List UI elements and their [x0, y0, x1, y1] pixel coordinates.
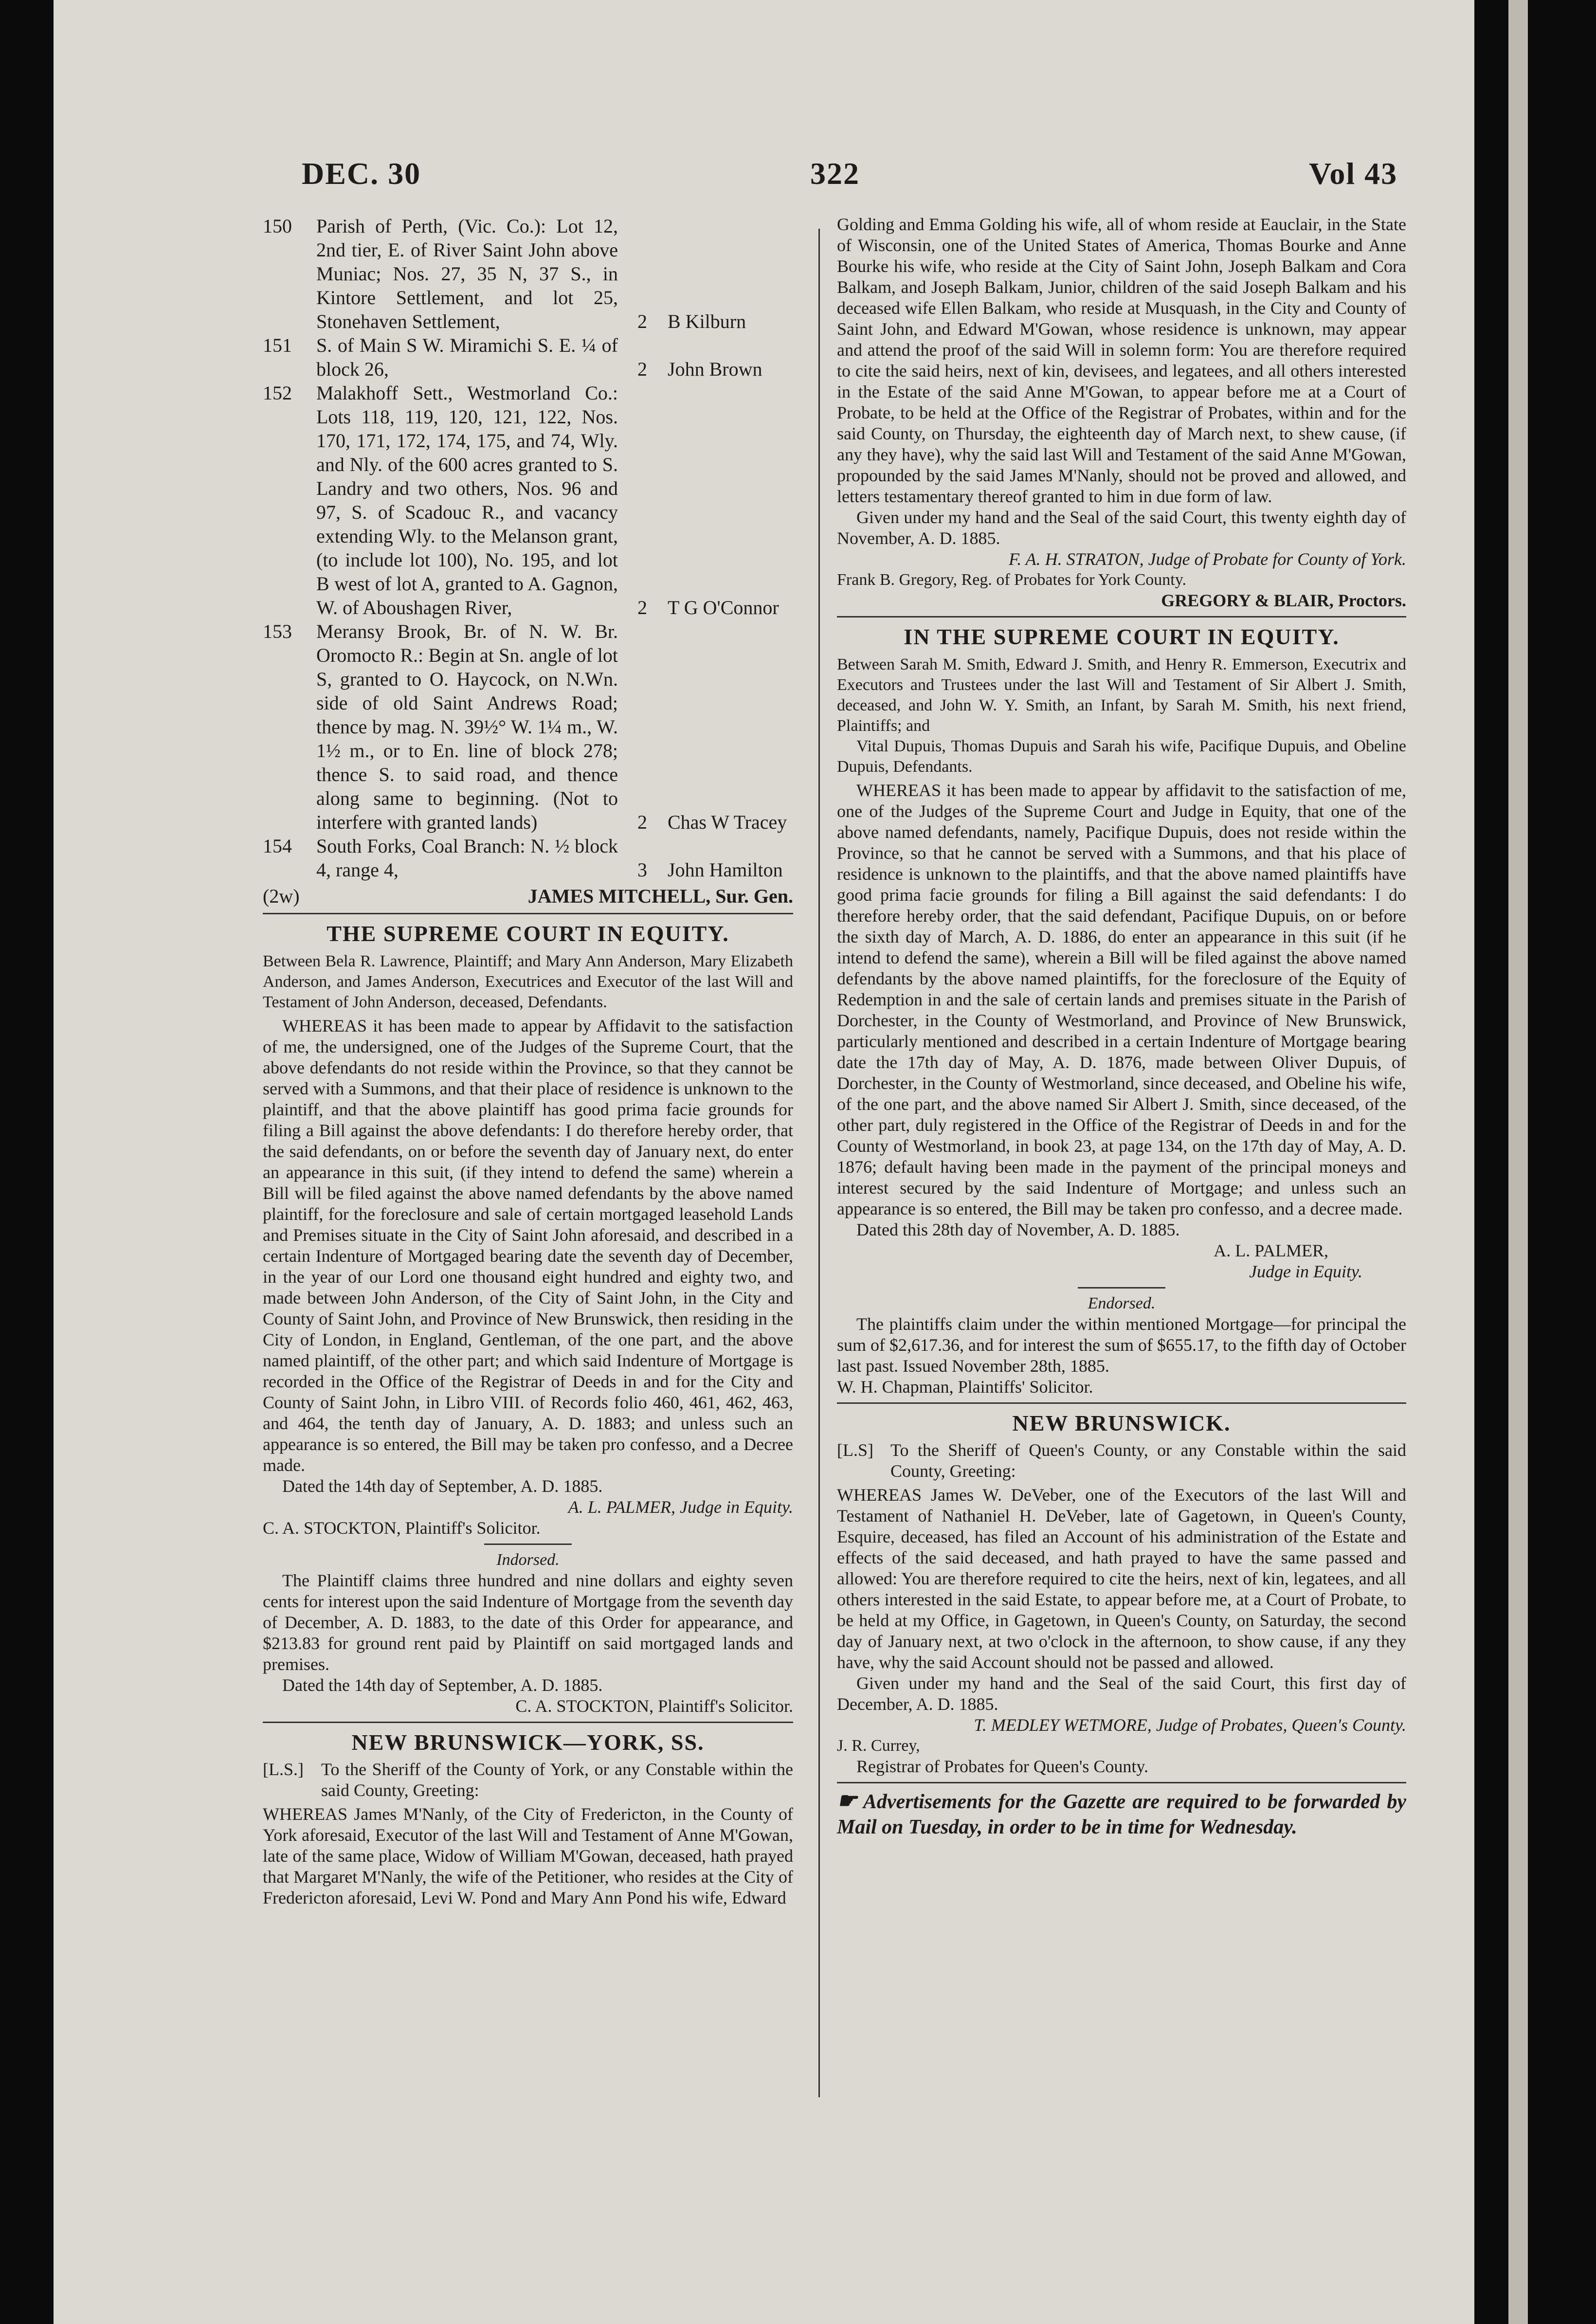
nb-registrar-name: J. R. Currey,	[837, 1737, 920, 1755]
schedule-count: 2	[637, 811, 647, 833]
schedule-name: T G O'Connor	[668, 597, 779, 618]
york-judge: F. A. H. STRATON, Judge of Probate for County of York.	[1008, 549, 1406, 569]
short-divider	[484, 1543, 572, 1545]
right-column	[837, 214, 1406, 1840]
divider	[263, 1722, 793, 1723]
header-date: DEC. 30	[302, 156, 421, 191]
nb-address: To the Sheriff of Queen's County, or any Constable within the said County, Greeting:	[890, 1440, 1406, 1481]
divider	[263, 913, 793, 914]
schedule-name: B Kilburn	[668, 310, 746, 332]
schedule-number: 154	[263, 835, 292, 857]
smith-dated: Dated this 28th day of November, A. D. 1885.	[856, 1220, 1180, 1239]
nb-seal: [L.S]	[837, 1440, 873, 1460]
schedule-count: 3	[637, 859, 647, 881]
nb-registrar: Registrar of Probates for Queen's County.	[856, 1757, 1149, 1776]
schedule-row	[263, 214, 793, 333]
smith-body: WHEREAS it has been made to appear by affidavit to the satisfaction of me, one of the Judges of the Supreme Court and Judge in Equity, that one of the above named defendants, namely, Pacifique Dupuis, does not reside within the Province, so that he cannot be served with a Summons, and that his place of residence is unknown to the plaintiffs, and that the above named plaintiffs have good prima facie grounds for filing a Bill against the said defendants: I do therefore hereby order, that the said defendant, Pacifique Dupuis, on or before the sixth day of March, A. D. 1886, do enter an appearance in this suit (if he intend to defend the same), wherein a Bill will be filed against the above named defendants by the above named plaintiffs, for the foreclosure of the Equity of Redemption in and the sale of certain lands and premises situate in the Parish of Dorchester, in the County of Westmorland, and Province of New Brunswick, particularly mentioned and described in a certain Indenture of Mortgage bearing date the 17th day of May, A. D. 1876, made between Oliver Dupuis, of Dorchester, in the County of Westmorland, since deceased, and Obeline his wife, of the one part, and the above named Sir Albert J. Smith, since deceased, of the other part, duly registered in the Office of the Registrar of Deeds in and for the County of Westmorland, in book 23, at page 134, on the 17th day of May, A. D. 1876; default having been made in the payment of the principal moneys and interest secured by the said Indenture of Mortgage; and unless such an appearance is so entered, the Bill may be taken pro confesso, and a decree made.	[837, 781, 1406, 1218]
york-body: WHEREAS James M'Nanly, of the City of Fredericton, in the County of York aforesaid, Executor of the last Will and Testament of Anne M'Gowan, late of the same place, Widow of William M'Gowan, deceased, hath prayed that Margaret M'Nanly, the wife of the Petitioner, who resides at the City of Fredericton aforesaid, Levi W. Pond and Mary Ann Pond his wife, Edward	[263, 1804, 793, 1907]
column-divider	[818, 229, 820, 2097]
nb-title: NEW BRUNSWICK.	[1012, 1411, 1231, 1435]
schedule-signatory: JAMES MITCHELL, Sur. Gen.	[527, 885, 793, 907]
smith-defendants: Vital Dupuis, Thomas Dupuis and Sarah his wife, Pacifique Dupuis, and Obeline Dupuis, Defendants.	[837, 737, 1406, 776]
short-divider	[1078, 1287, 1165, 1289]
lawrence-body: WHEREAS it has been made to appear by Affidavit to the satisfaction of me, the undersigned, one of the Judges of the Supreme Court, that the above defendants do not reside within the Province, so that they cannot be served with a Summons, and that their place of residence is unknown to the plaintiff, and that the above plaintiff has good prima facie grounds for filing a Bill against the above defendants: I do therefore hereby order, that the said defendants, on or before the seventh day of January next, do enter an appearance in this suit, (if they intend to defend the same) wherein a Bill will be filed against the above named defendants by the above named plaintiff, for the foreclosure and sale of certain mortgaged leasehold Lands and Premises situate in the City of Saint John aforesaid, and described in a certain Indenture of Mortgaged bearing date the seventh day of December, in the year of our Lord one thousand eight hundred and eighty two, and made between John Anderson, of the City of Saint John, in the City and County of Saint John, and Province of New Brunswick, then residing in the City of London, in England, Gentleman, of the one part, and the above named plaintiff, of the other part; and which said Indenture of Mortgage is recorded in the Office of the Registrar of Deeds in and for the City and County of Saint John, in Libro VIII. of Records folio 460, 461, 462, 463, and 464, the tenth day of January, A. D. 1883; and unless such an appearance is so entered, the Bill may be taken pro confesso, and a Decree made.	[263, 1016, 793, 1475]
lawrence-judge: A. L. PALMER, Judge in Equity.	[568, 1497, 793, 1517]
schedule-number: 152	[263, 382, 292, 404]
schedule-count: 2	[637, 597, 647, 618]
lawrence-indorsed-dated: Dated the 14th day of September, A. D. 1885.	[282, 1675, 603, 1695]
schedule-number: 153	[263, 620, 292, 642]
schedule-description: Malakhoff Sett., Westmorland Co.: Lots 118, 119, 120, 121, 122, Nos. 170, 171, 172, 174, 175, and 74, Wly. and Nly. of the 600 acres granted to S. Landry and two others, Nos. 96 and 97, S. of Scadouc R., and vacancy extending Wly. to the Melanson grant, (to include lot 100), No. 195, and lot B west of lot A, granted to A. Gagnon, W. of Aboushagen River,	[316, 382, 618, 618]
york-registrar: Frank B. Gregory, Reg. of Probates for York County.	[837, 571, 1187, 589]
divider	[837, 616, 1406, 617]
left-column	[263, 214, 793, 1908]
schedule-row	[263, 333, 793, 381]
smith-judge-name: A. L. PALMER,	[1214, 1241, 1328, 1260]
nb-given: Given under my hand and the Seal of the said Court, this first day of December, A. D. 1885.	[837, 1673, 1406, 1714]
smith-endorsed-label: Endorsed.	[1088, 1294, 1156, 1312]
schedule-description: Parish of Perth, (Vic. Co.): Lot 12, 2nd tier, E. of River Saint John above Muniac; Nos. 27, 35 N, 37 S., in Kintore Settlement, and lot 25, Stonehaven Settlement,	[316, 215, 618, 332]
schedule-name: John Hamilton	[668, 859, 783, 881]
york-given: Given under my hand and the Seal of the said Court, this twenty eighth day of November, A. D. 1885.	[837, 508, 1406, 548]
york-address: To the Sheriff of the County of York, or any Constable within the said County, Greeting:	[321, 1760, 793, 1800]
schedule-count: 2	[637, 358, 647, 380]
schedule-insertions: (2w)	[263, 885, 300, 907]
lawrence-solicitor: C. A. STOCKTON, Plaintiff's Solicitor.	[263, 1518, 541, 1538]
schedule-number: 150	[263, 215, 292, 237]
york-title: NEW BRUNSWICK—YORK, SS.	[351, 1730, 705, 1755]
pointing-hand-icon: ☛	[837, 1788, 857, 1813]
schedule-name: Chas W Tracey	[668, 811, 787, 833]
schedule-count: 2	[637, 310, 647, 332]
page-edge	[1508, 0, 1528, 2324]
schedule-description: Meransy Brook, Br. of N. W. Br. Oromocto R.: Begin at Sn. angle of lot S, granted to O. Haycock, on N.Wn. side of old Saint Andrews Road; thence by mag. N. 39½° W. 1¼ m., W. 1½ m., or to En. line of block 278; thence S. to said road, and thence along same to beginning. (Not to interfere with granted lands)	[316, 620, 618, 833]
smith-solicitor: W. H. Chapman, Plaintiffs' Solicitor.	[837, 1377, 1093, 1397]
header-volume: Vol 43	[1309, 156, 1398, 191]
header-page-number: 322	[810, 156, 860, 191]
nb-address-block	[837, 1440, 1406, 1482]
nb-judge: T. MEDLEY WETMORE, Judge of Probates, Queen's County.	[974, 1715, 1406, 1735]
lawrence-indorsed-solicitor: C. A. STOCKTON, Plaintiff's Solicitor.	[515, 1696, 793, 1716]
lawrence-title: THE SUPREME COURT IN EQUITY.	[326, 921, 729, 946]
york-address-block	[263, 1759, 793, 1801]
schedule-number: 151	[263, 334, 292, 356]
york-continuation: Golding and Emma Golding his wife, all of whom reside at Eauclair, in the State of Wisconsin, one of the United States of America, Thomas Bourke and Anne Bourke his wife, who reside at the City of Saint John, Joseph Balkam and Cora Balkam, and Joseph Balkam, Junior, children of the said Joseph Balkam and his deceased wife Ellen Balkam, who reside at Musquash, in the City and County of Saint John, and Edward M'Gowan, whose residence is unknown, may appear and attend the proof of the said Will in solemn form: You are therefore required to cite the said heirs, next of kin, devisees, and legatees, and all others interested in the Estate of the said Anne M'Gowan, to appear before me at a Court of Probate, to be held at the Office of the Registrar of Probates, within and for the said County, on Thursday, the eighteenth day of March next, to shew cause, (if any they have), why the said last Will and Testament of the said Anne M'Gowan, propounded by the said James M'Nanly, should not be proved and allowed, and letters testamentary thereof granted to him in due form of law.	[837, 215, 1406, 506]
divider	[837, 1782, 1406, 1783]
smith-endorsed-text: The plaintiffs claim under the within mentioned Mortgage—for principal the sum of $2,617.36, and for interest the sum of $655.17, to the fifth day of October last past. Issued November 28th, 1885.	[837, 1314, 1406, 1376]
lawrence-indorsed-label: Indorsed.	[496, 1551, 560, 1569]
schedule-description: S. of Main S W. Miramichi S. E. ¼ of block 26,	[316, 334, 618, 380]
schedule-row	[263, 619, 793, 834]
schedule-description: South Forks, Coal Branch: N. ½ block 4, range 4,	[316, 835, 618, 881]
schedule-row	[263, 834, 793, 882]
lawrence-indorsed-text: The Plaintiff claims three hundred and nine dollars and eighty seven cents for interest upon the said Indenture of Mortgage from the seventh day of December, A. D. 1883, to the date of this Order for appearance, and $213.83 for ground rent paid by Plaintiff on said mortgaged lands and premises.	[263, 1571, 793, 1674]
york-proctors: GREGORY & BLAIR, Proctors.	[1161, 591, 1406, 610]
schedule-row	[263, 381, 793, 619]
schedule-signature	[263, 885, 793, 908]
smith-judge-title: Judge in Equity.	[1249, 1262, 1362, 1281]
nb-body: WHEREAS James W. DeVeber, one of the Executors of the last Will and Testament of Nathaniel H. DeVeber, late of Gagetown, in Queen's County, Esquire, deceased, has filed an Account of his administration of the Estate and effects of the said deceased, and hath prayed to have the same passed and allowed: You are therefore required to cite the heirs, next of kin, legatees, and all others interested in the said Estate, to appear before me, at a Court of Probate, to be held at my Office, in Gagetown, in Queen's County, on Saturday, the second day of January next, at two o'clock in the afternoon, to show cause, if any they have, why the said Account should not be passed and allowed.	[837, 1485, 1406, 1672]
schedule-name: John Brown	[668, 358, 762, 380]
smith-parties: Between Sarah M. Smith, Edward J. Smith, and Henry R. Emmerson, Executrix and Executors and Trustees under the last Will and Testament of Sir Albert J. Smith, deceased, and John W. Y. Smith, an Infant, by Sarah M. Smith, his next friend, Plaintiffs; and	[837, 655, 1406, 735]
gazette-notice	[837, 1788, 1406, 1840]
smith-title: IN THE SUPREME COURT IN EQUITY.	[904, 624, 1340, 649]
divider	[837, 1402, 1406, 1404]
york-seal: [L.S.]	[263, 1760, 304, 1779]
lawrence-parties: Between Bela R. Lawrence, Plaintiff; and Mary Ann Anderson, Mary Elizabeth Anderson, and James Anderson, Executrices and Executor of the last Will and Testament of John Anderson, deceased, Defendants.	[263, 952, 793, 1011]
gazette-notice-text: Advertisements for the Gazette are required to be forwarded by Mail on Tuesday, in order to be in time for Wednesday.	[837, 1791, 1406, 1838]
land-schedule	[263, 214, 793, 882]
lawrence-dated: Dated the 14th day of September, A. D. 1885.	[282, 1476, 603, 1496]
